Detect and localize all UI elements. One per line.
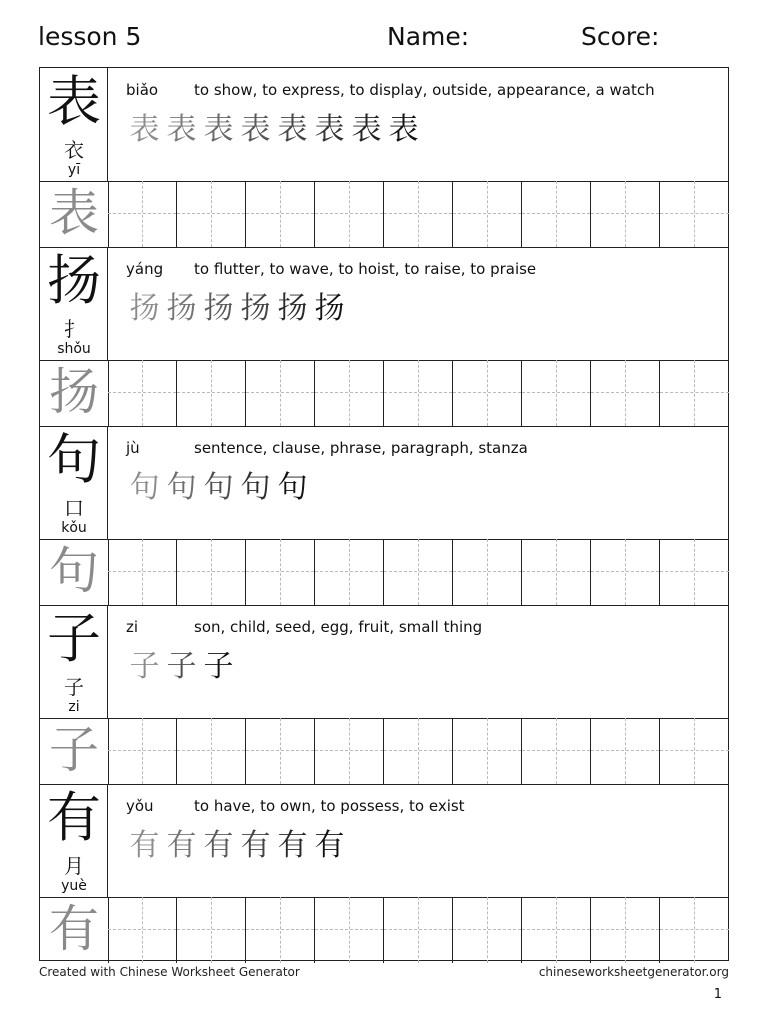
character-pinyin: jù: [126, 439, 140, 457]
character-column: [40, 247, 108, 360]
radical-pinyin: kǒu: [61, 520, 87, 536]
character-pinyin: biǎo: [126, 81, 159, 99]
practice-cell[interactable]: [591, 539, 660, 605]
practice-cell[interactable]: [660, 360, 729, 426]
character-pinyin: zi: [126, 618, 139, 636]
character-entry: [40, 426, 728, 605]
lesson-title: lesson 5: [38, 22, 142, 51]
stroke-step: 有: [314, 828, 345, 863]
radical: 衣: [64, 138, 84, 162]
stroke-order-sequence: [126, 468, 311, 508]
practice-cell[interactable]: [591, 181, 660, 247]
stroke-step: 句: [166, 470, 197, 505]
practice-cell[interactable]: [246, 181, 315, 247]
practice-cell[interactable]: [246, 718, 315, 784]
trace-cell: [40, 897, 109, 963]
practice-cell[interactable]: [108, 181, 177, 247]
stroke-step: 子: [129, 649, 160, 684]
practice-cell[interactable]: [246, 360, 315, 426]
practice-cell[interactable]: [660, 181, 729, 247]
stroke-order-sequence: [126, 647, 237, 687]
stroke-step: 句: [129, 470, 160, 505]
practice-cell[interactable]: [453, 897, 522, 963]
trace-cell: [40, 181, 109, 247]
stroke-step: 有: [129, 828, 160, 863]
stroke-step: 扬: [166, 291, 197, 326]
stroke-step: 有: [277, 828, 308, 863]
practice-cell[interactable]: [660, 897, 729, 963]
stroke-step: 有: [203, 828, 234, 863]
character-entry: [40, 68, 728, 247]
worksheet-grid: [39, 67, 729, 961]
stroke-step: 有: [240, 828, 271, 863]
trace-cell: [40, 718, 109, 784]
main-character: 有: [47, 786, 101, 849]
worksheet-header: [0, 22, 768, 58]
practice-cell[interactable]: [453, 539, 522, 605]
practice-cell[interactable]: [522, 181, 591, 247]
character-entry: [40, 247, 728, 426]
practice-cell[interactable]: [522, 897, 591, 963]
footer-credit: Created with Chinese Worksheet Generator: [39, 965, 300, 979]
radical: 月: [64, 854, 84, 878]
radical: 口: [64, 496, 84, 520]
practice-cell[interactable]: [453, 360, 522, 426]
character-meaning: sentence, clause, phrase, paragraph, stanza: [194, 439, 528, 457]
character-info-row: [40, 605, 728, 719]
practice-cell[interactable]: [108, 360, 177, 426]
character-info-row: [40, 68, 728, 182]
radical: 扌: [64, 317, 84, 341]
character-pinyin: yǒu: [126, 797, 154, 815]
stroke-order-sequence: [126, 826, 348, 866]
practice-row: [40, 181, 728, 248]
practice-cell[interactable]: [660, 539, 729, 605]
practice-cell[interactable]: [522, 360, 591, 426]
stroke-step: 句: [203, 470, 234, 505]
practice-cell[interactable]: [177, 360, 246, 426]
character-column: [40, 784, 108, 897]
practice-cell[interactable]: [384, 360, 453, 426]
practice-cell[interactable]: [591, 718, 660, 784]
trace-character: 子: [49, 721, 99, 779]
radical-pinyin: shǒu: [57, 341, 91, 357]
character-entry: [40, 784, 728, 963]
practice-row: [40, 360, 728, 427]
stroke-step: 表: [166, 112, 197, 147]
practice-cell[interactable]: [177, 897, 246, 963]
stroke-step: 扬: [240, 291, 271, 326]
character-meaning: son, child, seed, egg, fruit, small thing: [194, 618, 483, 636]
stroke-step: 表: [129, 112, 160, 147]
main-character: 句: [47, 428, 101, 491]
practice-cell[interactable]: [384, 897, 453, 963]
practice-cell[interactable]: [315, 360, 384, 426]
practice-cell[interactable]: [315, 897, 384, 963]
character-entry: [40, 605, 728, 784]
character-column: [40, 605, 108, 718]
practice-cell[interactable]: [108, 718, 177, 784]
trace-cell: [40, 360, 109, 426]
trace-character: 表: [49, 184, 99, 242]
character-meaning: to have, to own, to possess, to exist: [194, 797, 465, 815]
practice-cell[interactable]: [384, 539, 453, 605]
score-label: Score:: [581, 22, 660, 51]
practice-cell[interactable]: [453, 718, 522, 784]
stroke-step: 句: [240, 470, 271, 505]
character-meaning: to flutter, to wave, to hoist, to raise, to praise: [194, 260, 537, 278]
stroke-step: 句: [277, 470, 308, 505]
practice-cell[interactable]: [315, 181, 384, 247]
main-character: 扬: [47, 249, 101, 312]
practice-cell[interactable]: [591, 897, 660, 963]
practice-cell[interactable]: [384, 181, 453, 247]
stroke-step: 表: [240, 112, 271, 147]
character-info-row: [40, 247, 728, 361]
practice-cell[interactable]: [108, 897, 177, 963]
footer-website: chineseworksheetgenerator.org: [538, 965, 729, 979]
character-info-row: [40, 426, 728, 540]
main-character: 表: [47, 70, 101, 133]
radical-pinyin: zi: [68, 699, 80, 715]
character-column: [40, 426, 108, 539]
practice-cell[interactable]: [177, 718, 246, 784]
practice-cell[interactable]: [384, 718, 453, 784]
stroke-step: 扬: [277, 291, 308, 326]
practice-cell[interactable]: [522, 539, 591, 605]
practice-cell[interactable]: [315, 718, 384, 784]
radical: 子: [64, 675, 84, 699]
stroke-step: 表: [388, 112, 419, 147]
stroke-step: 子: [166, 649, 197, 684]
character-meaning: to show, to express, to display, outside, appearance, a watch: [194, 81, 655, 99]
practice-row: [40, 718, 728, 785]
stroke-step: 扬: [203, 291, 234, 326]
practice-cell[interactable]: [246, 539, 315, 605]
practice-row: [40, 539, 728, 606]
main-character: 子: [47, 607, 101, 670]
practice-cell[interactable]: [108, 539, 177, 605]
practice-cell[interactable]: [177, 181, 246, 247]
stroke-step: 扬: [314, 291, 345, 326]
page-number: 1: [713, 987, 722, 1002]
stroke-step: 子: [203, 649, 234, 684]
character-info-row: [40, 784, 728, 898]
practice-row: [40, 897, 728, 962]
stroke-order-sequence: [126, 289, 348, 329]
trace-cell: [40, 539, 109, 605]
character-pinyin: yáng: [126, 260, 164, 278]
stroke-order-sequence: [126, 110, 422, 150]
radical-pinyin: yuè: [61, 878, 87, 894]
practice-cell[interactable]: [246, 897, 315, 963]
stroke-step: 扬: [129, 291, 160, 326]
stroke-step: 表: [277, 112, 308, 147]
radical-pinyin: yī: [67, 162, 81, 178]
name-label: Name:: [387, 22, 470, 51]
trace-character: 扬: [49, 363, 99, 421]
character-column: [40, 68, 108, 181]
practice-cell[interactable]: [522, 718, 591, 784]
trace-character: 句: [49, 542, 99, 600]
practice-cell[interactable]: [660, 718, 729, 784]
practice-cell[interactable]: [591, 360, 660, 426]
stroke-step: 有: [166, 828, 197, 863]
practice-cell[interactable]: [315, 539, 384, 605]
stroke-step: 表: [203, 112, 234, 147]
stroke-step: 表: [314, 112, 345, 147]
trace-character: 有: [49, 900, 99, 958]
practice-cell[interactable]: [453, 181, 522, 247]
practice-cell[interactable]: [177, 539, 246, 605]
stroke-step: 表: [351, 112, 382, 147]
